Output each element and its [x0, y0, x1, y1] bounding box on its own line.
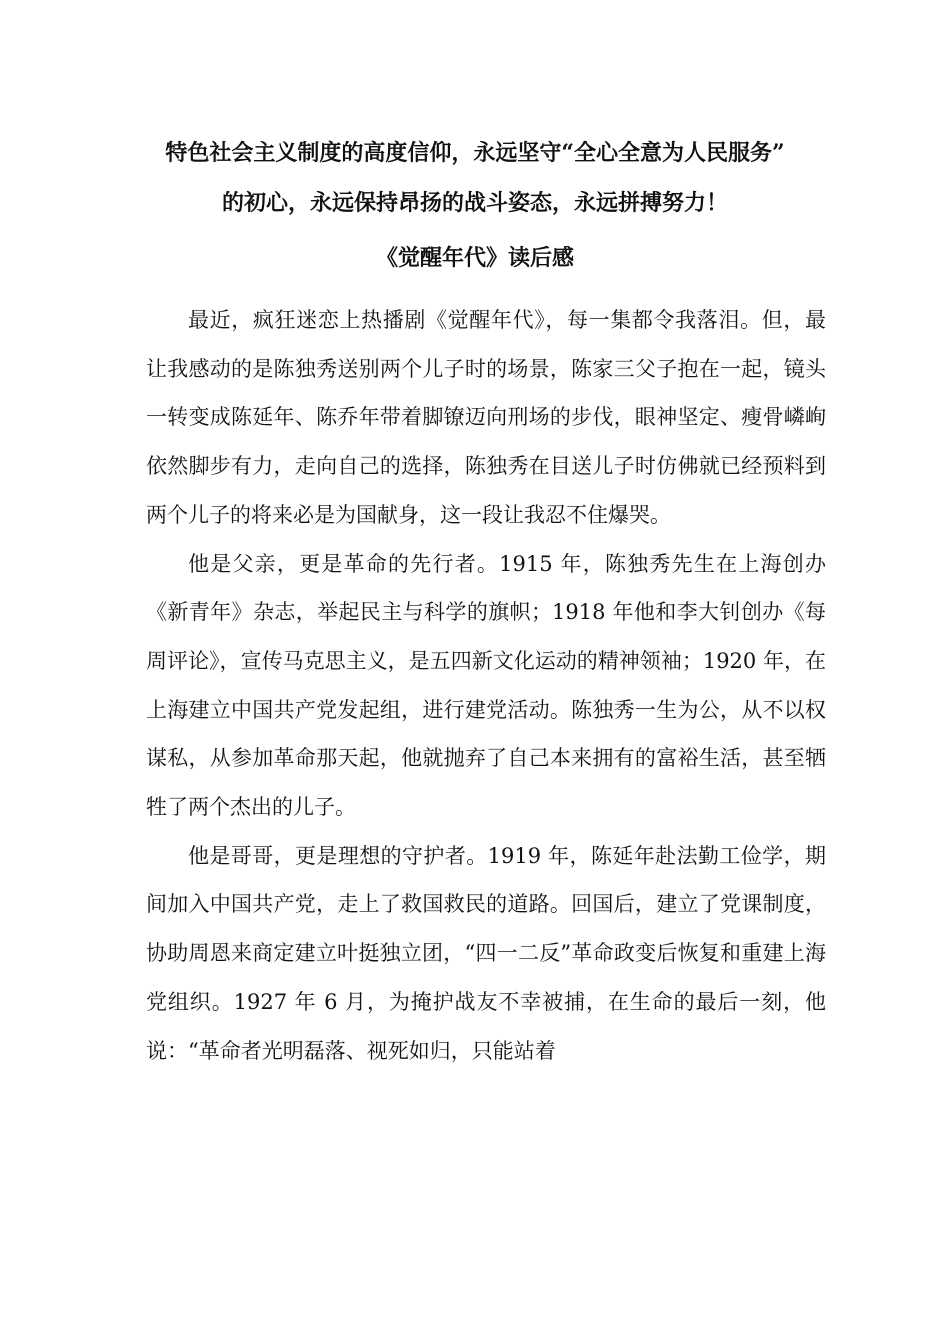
paragraph-2: 他是父亲，更是革命的先行者。1915 年，陈独秀先生在上海创办《新青年》杂志，举起民主与科学的旗帜；1918 年他和李大钊创办《每周评论》，宣传马克思主义，是五四新文化运动的精神领袖；1920 年，在上海建立中国共产党发起组，进行建党活动。陈独秀一生为公，从不以权谋私，从参加革命那天起，他就抛弃了自己本来拥有的富裕生活，甚至牺牲了两个杰出的儿子。 — [146, 551, 826, 820]
intro-line-1: 特色社会主义制度的高度信仰，永远坚守“全心全意为人民服务” — [165, 140, 785, 166]
paragraph-3: 他是哥哥，更是理想的守护者。1919 年，陈延年赴法勤工俭学，期间加入中国共产党，走上了救国救民的道路。回国后，建立了党课制度，协助周恩来商定建立叶挺独立团，“四一二反”革命政变后恢复和重建上海党组织。1927 年 6 月，为掩护战友不幸被捕，在生命的最后一刻，他说：“革命者光明磊落、视死如归，只能站着 — [146, 843, 826, 1063]
intro-line-2: 的初心，永远保持昂扬的战斗姿态，永远拼搏努力！ — [221, 190, 728, 216]
document-title: 《觉醒年代》读后感 — [375, 245, 574, 271]
document-body — [146, 296, 826, 1075]
intro-text — [110, 128, 840, 228]
paragraph-1: 最近，疯狂迷恋上热播剧《觉醒年代》，每一集都令我落泪。但，最让我感动的是陈独秀送别两个儿子时的场景，陈家三父子抱在一起，镜头一转变成陈延年、陈乔年带着脚镣迈向刑场的步伐，眼神坚定、瘦骨嶙峋依然脚步有力，走向自己的选择，陈独秀在目送儿子时仿佛就已经预料到两个儿子的将来必是为国献身，这一段让我忍不住爆哭。 — [146, 308, 826, 527]
